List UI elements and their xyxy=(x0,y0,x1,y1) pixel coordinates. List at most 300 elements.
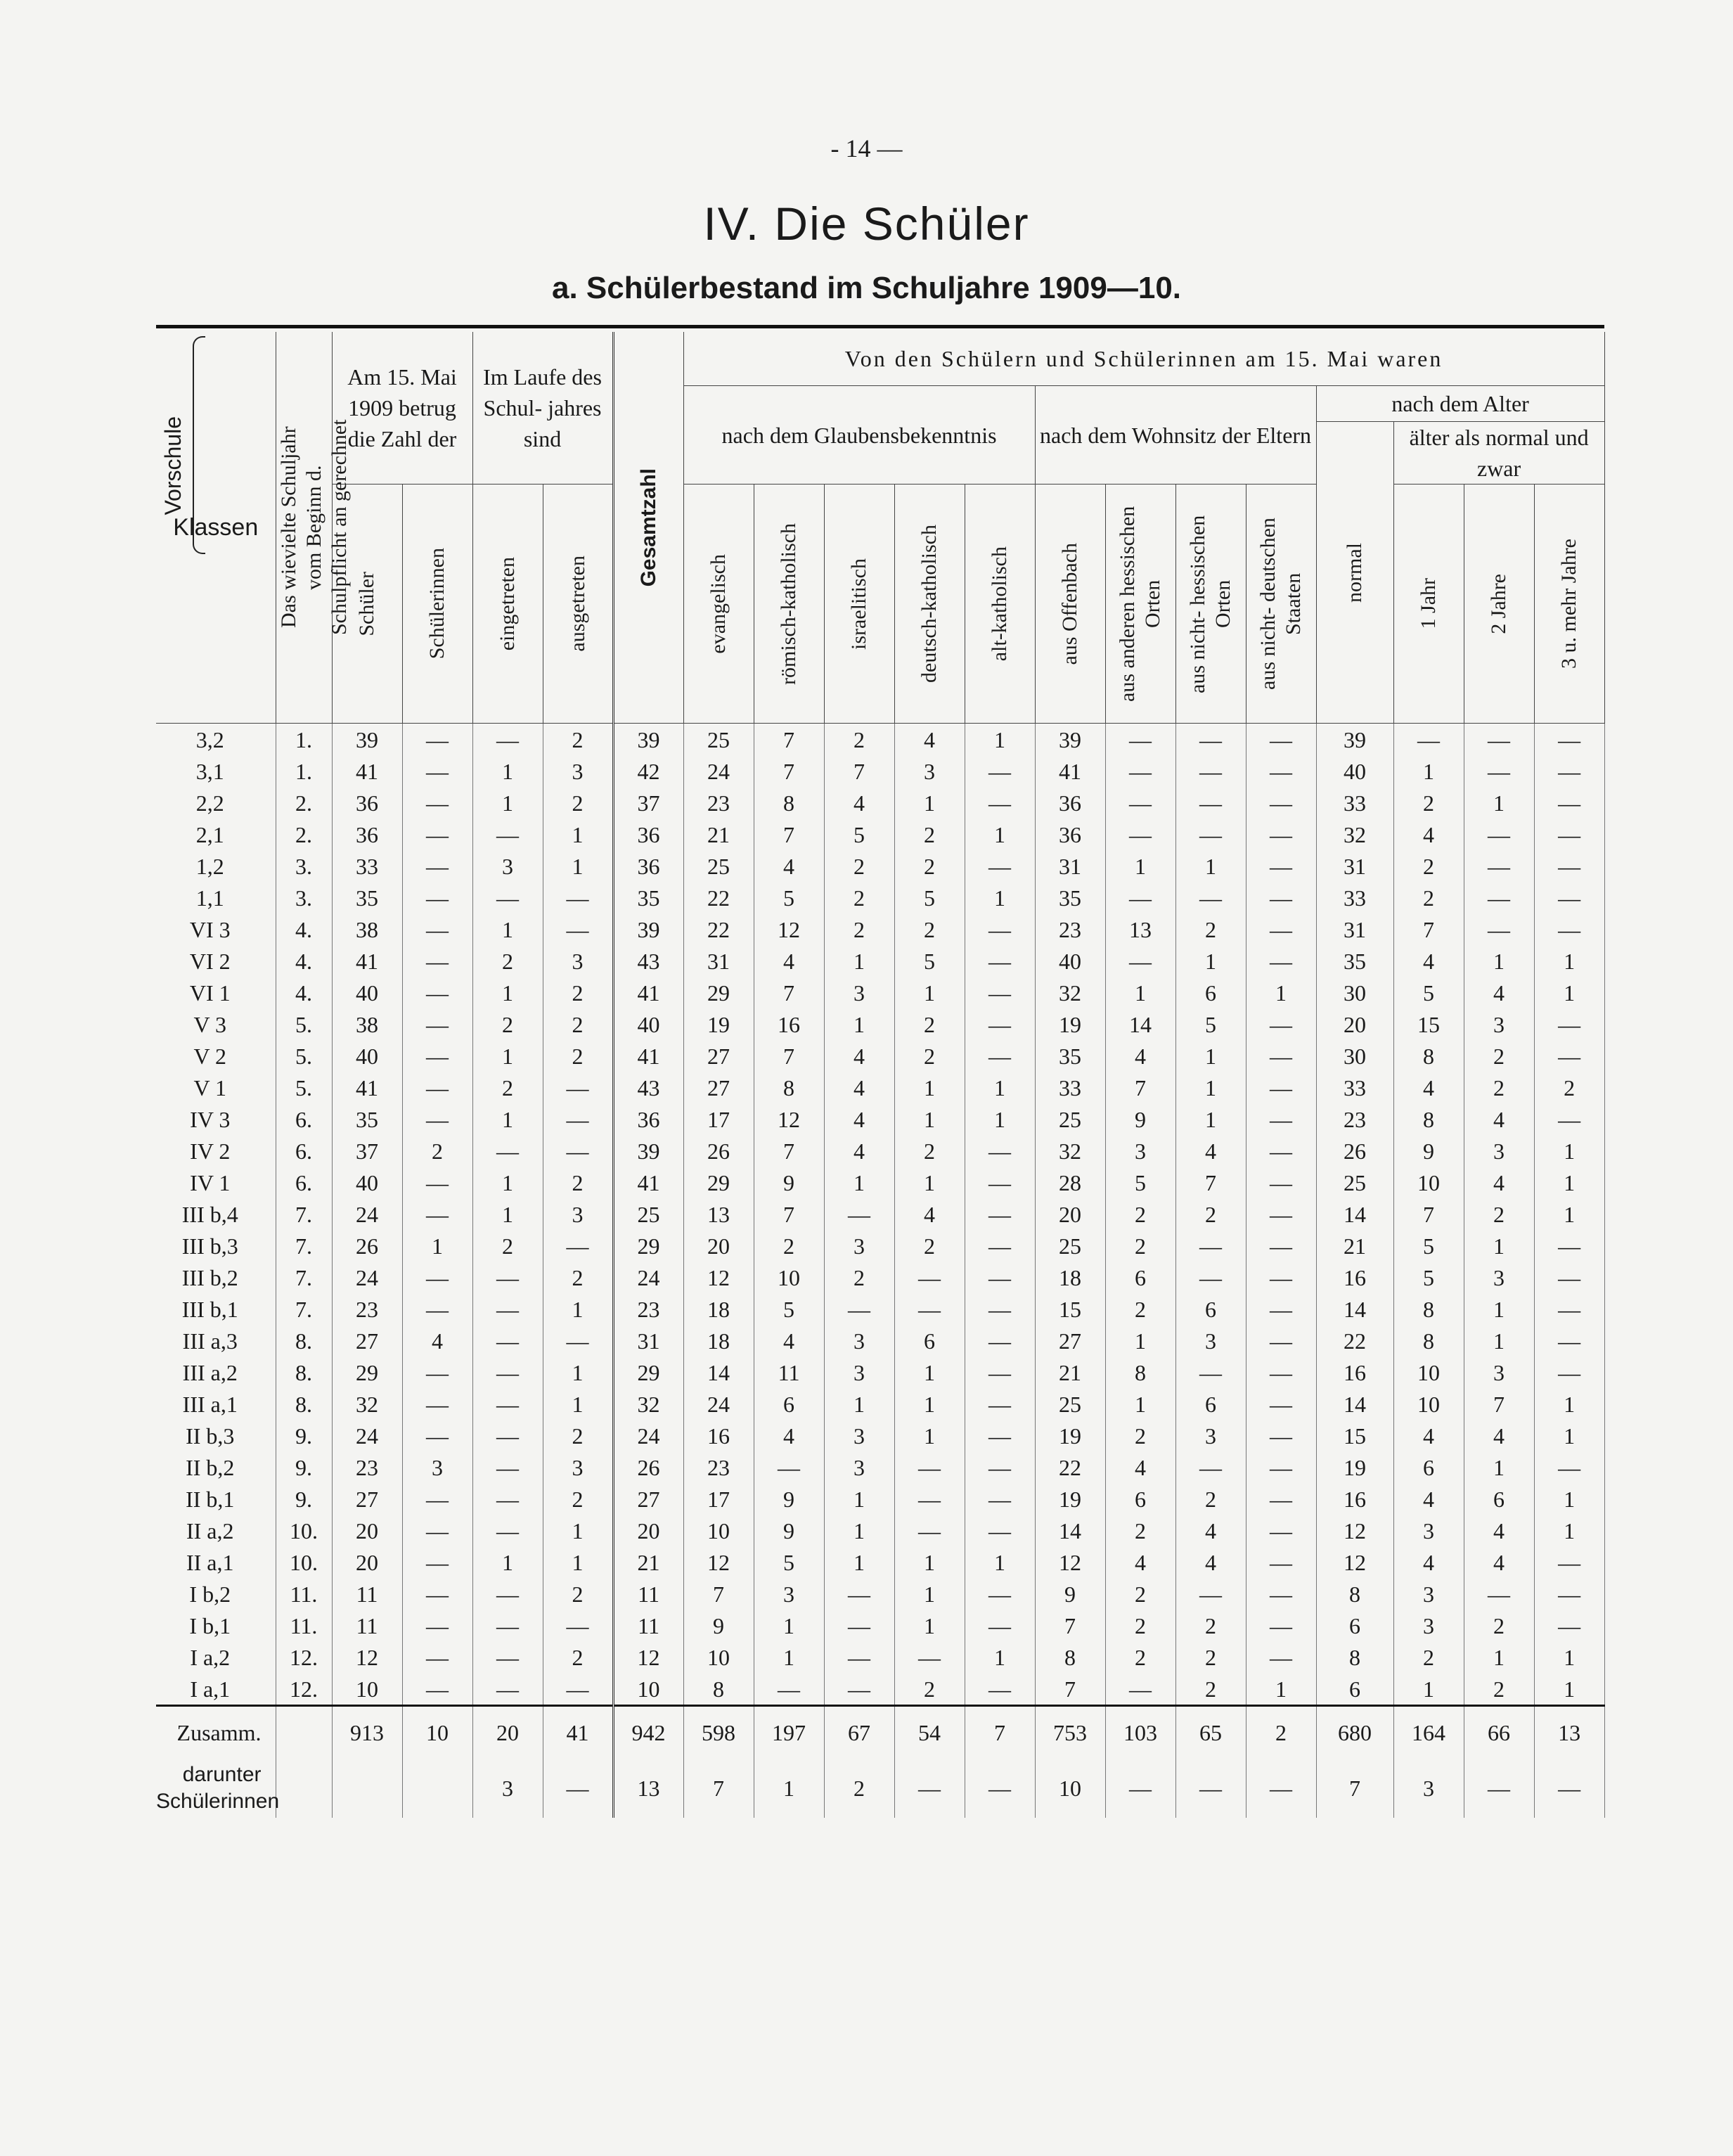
table-cell: 54 xyxy=(894,1706,965,1759)
table-row xyxy=(156,755,1604,787)
table-cell: — xyxy=(1246,1230,1316,1262)
header-roemisch: römisch-katholisch xyxy=(754,485,824,724)
table-cell: 37 xyxy=(613,787,683,819)
table-cell: — xyxy=(894,1262,965,1293)
table-cell: — xyxy=(1246,1103,1316,1135)
table-cell: 25 xyxy=(1035,1103,1105,1135)
table-cell: 2 xyxy=(543,1167,613,1198)
table-cell: 10 xyxy=(1393,1167,1464,1198)
table-cell: 2 xyxy=(472,1072,543,1103)
table-cell: 1 xyxy=(965,1103,1035,1135)
table-cell: 3 xyxy=(402,1451,472,1483)
table-cell: 9 xyxy=(754,1515,824,1546)
table-cell: — xyxy=(1246,787,1316,819)
table-cell: 41 xyxy=(332,755,402,787)
table-cell: 7. xyxy=(276,1230,332,1262)
table-cell: 913 xyxy=(332,1706,402,1759)
table-cell: 26 xyxy=(1316,1135,1393,1167)
header-evangelisch: evangelisch xyxy=(683,485,754,724)
table-cell: 2 xyxy=(402,1135,472,1167)
table-cell: 942 xyxy=(613,1706,683,1759)
table-cell: 9 xyxy=(683,1610,754,1641)
table-cell: — xyxy=(402,977,472,1008)
table-cell: — xyxy=(1246,1262,1316,1293)
table-cell: 40 xyxy=(332,1167,402,1198)
table-cell: 3 xyxy=(754,1578,824,1610)
table-cell: — xyxy=(965,1293,1035,1325)
table-cell: — xyxy=(402,1103,472,1135)
table-cell: — xyxy=(402,1578,472,1610)
table-cell: — xyxy=(472,1293,543,1325)
table-cell: 9 xyxy=(754,1167,824,1198)
table-cell: 37 xyxy=(332,1135,402,1167)
table-cell: — xyxy=(1246,1610,1316,1641)
table-cell: — xyxy=(824,1673,894,1706)
table-cell: — xyxy=(402,1198,472,1230)
header-imlaufe: Im Laufe des Schul- jahres sind xyxy=(472,332,613,485)
table-cell: IV 1 xyxy=(156,1167,276,1198)
table-cell: 11 xyxy=(613,1610,683,1641)
table-cell: 15 xyxy=(1035,1293,1105,1325)
table-cell: — xyxy=(1246,1759,1316,1818)
table-cell: — xyxy=(1464,819,1534,850)
table-cell: — xyxy=(965,1262,1035,1293)
table-cell: — xyxy=(402,882,472,913)
table-cell: — xyxy=(472,1483,543,1515)
table-cell: 12. xyxy=(276,1641,332,1673)
table-cell: 23 xyxy=(332,1451,402,1483)
table-cell: — xyxy=(824,1293,894,1325)
table-cell: — xyxy=(402,945,472,977)
table-cell: 3,2 Vorschule xyxy=(156,724,276,756)
table-cell: 2 xyxy=(824,913,894,945)
table-row xyxy=(156,1578,1604,1610)
table-cell: 2 xyxy=(1105,1420,1175,1451)
table-cell: 2,2 xyxy=(156,787,276,819)
table-cell: 36 xyxy=(613,1103,683,1135)
table-cell: 1 xyxy=(472,1103,543,1135)
table-row xyxy=(156,1420,1604,1451)
table-cell: 1 xyxy=(1464,945,1534,977)
table-cell: 27 xyxy=(613,1483,683,1515)
table-cell: — xyxy=(1534,1230,1604,1262)
darunter-label xyxy=(156,1759,280,1818)
table-cell: 31 xyxy=(613,1325,683,1356)
table-cell: 4 xyxy=(1464,1420,1534,1451)
table-cell: 32 xyxy=(1035,1135,1105,1167)
table-cell: V 2 xyxy=(156,1040,276,1072)
table-cell: 8 xyxy=(1393,1040,1464,1072)
table-cell: 39 xyxy=(332,724,402,756)
table-cell: 1 xyxy=(1464,1230,1534,1262)
table-cell: 2 xyxy=(1105,1641,1175,1673)
table-cell: — xyxy=(965,1135,1035,1167)
table-row xyxy=(156,977,1604,1008)
table-cell: 12 xyxy=(754,1103,824,1135)
table-cell: 1 xyxy=(1534,1135,1604,1167)
table-cell: 8. xyxy=(276,1356,332,1388)
table-cell: 1 xyxy=(965,1641,1035,1673)
table-cell: 3 xyxy=(1464,1356,1534,1388)
table-cell: 1 xyxy=(894,1167,965,1198)
table-cell: 1 xyxy=(472,977,543,1008)
header-aelter: älter als normal und zwar xyxy=(1393,422,1604,485)
table-cell: 6 xyxy=(1464,1483,1534,1515)
table-cell: — xyxy=(1246,1578,1316,1610)
header-schuljahr: Das wievielte Schuljahr vom Beginn d. Schulpflicht an gerechnet xyxy=(276,332,332,724)
table-row xyxy=(156,850,1604,882)
table-cell: 12. xyxy=(276,1673,332,1706)
table-cell: 1 xyxy=(894,977,965,1008)
header-offenbach: aus Offenbach xyxy=(1035,485,1105,724)
table-cell: 2 xyxy=(824,850,894,882)
table-cell: — xyxy=(543,1325,613,1356)
table-row xyxy=(156,1008,1604,1040)
table-cell: 9 xyxy=(1393,1135,1464,1167)
table-cell: — xyxy=(1246,1135,1316,1167)
table-cell: 7 xyxy=(1393,913,1464,945)
table-cell xyxy=(276,1759,332,1818)
table-cell: 1 xyxy=(1464,787,1534,819)
table-cell: 1 xyxy=(965,1546,1035,1578)
table-cell: — xyxy=(1534,913,1604,945)
table-cell: — xyxy=(754,1673,824,1706)
table-cell: 40 xyxy=(332,977,402,1008)
table-cell: 6 xyxy=(1316,1610,1393,1641)
table-cell: 32 xyxy=(332,1388,402,1420)
table-cell: 3 xyxy=(824,1230,894,1262)
table-cell: 35 xyxy=(1035,1040,1105,1072)
table-cell: — xyxy=(824,1610,894,1641)
section-subtitle: a. Schülerbestand im Schuljahre 1909—10. xyxy=(551,271,1182,305)
table-cell: 19 xyxy=(1035,1483,1105,1515)
table-cell: 1 xyxy=(1534,1198,1604,1230)
table-row xyxy=(156,1103,1604,1135)
table-cell: 2 xyxy=(1175,1610,1246,1641)
table-cell: — xyxy=(965,1420,1035,1451)
table-row xyxy=(156,1546,1604,1578)
darunter-text: darunter xyxy=(182,1763,262,1786)
table-cell xyxy=(332,1759,402,1818)
table-cell: 1 xyxy=(543,850,613,882)
table-cell: 3 xyxy=(543,755,613,787)
table-cell: — xyxy=(894,1641,965,1673)
header-wohnsitz: nach dem Wohnsitz der Eltern xyxy=(1035,386,1316,485)
table-cell: — xyxy=(965,913,1035,945)
table-cell: — xyxy=(472,1356,543,1388)
table-cell: 1 xyxy=(894,1610,965,1641)
table-cell: 1,2 xyxy=(156,850,276,882)
table-cell: — xyxy=(1105,724,1175,756)
table-cell: — xyxy=(965,850,1035,882)
table-row xyxy=(156,882,1604,913)
table-cell: — xyxy=(402,1293,472,1325)
table-cell: 2 xyxy=(543,787,613,819)
table-cell: — xyxy=(894,1451,965,1483)
table-cell: — xyxy=(1246,882,1316,913)
table-cell: 8 xyxy=(1393,1103,1464,1135)
table-cell: VI 3 xyxy=(156,913,276,945)
table-cell: 21 xyxy=(613,1546,683,1578)
table-cell: 1 xyxy=(894,1356,965,1388)
table-cell: 22 xyxy=(1035,1451,1105,1483)
table-cell: — xyxy=(402,819,472,850)
table-cell: 7 xyxy=(824,755,894,787)
table-cell: — xyxy=(402,1420,472,1451)
table-cell: — xyxy=(965,1040,1035,1072)
table-row xyxy=(156,1072,1604,1103)
table-cell: — xyxy=(965,1483,1035,1515)
table-cell: 2 xyxy=(754,1230,824,1262)
table-cell: — xyxy=(1464,755,1534,787)
table-cell: — xyxy=(402,1515,472,1546)
table-cell: — xyxy=(965,945,1035,977)
table-cell: 18 xyxy=(1035,1262,1105,1293)
table-cell: IV 2 xyxy=(156,1135,276,1167)
table-cell: — xyxy=(472,1262,543,1293)
header-am15: Am 15. Mai 1909 betrug die Zahl der xyxy=(332,332,472,485)
table-cell: 2,1 xyxy=(156,819,276,850)
table-cell: 6 xyxy=(1105,1483,1175,1515)
table-cell: — xyxy=(1464,882,1534,913)
table-cell: 67 xyxy=(824,1706,894,1759)
table-cell: 10 xyxy=(402,1706,472,1759)
table-cell: — xyxy=(543,1759,613,1818)
table-cell: 12 xyxy=(613,1641,683,1673)
table-cell: 2 xyxy=(543,1483,613,1515)
table-cell: — xyxy=(1246,1420,1316,1451)
pupil-statistics-table xyxy=(156,332,1605,1818)
table-cell: 41 xyxy=(332,945,402,977)
table-cell: — xyxy=(402,850,472,882)
table-cell: 2. xyxy=(276,819,332,850)
table-cell: 4 xyxy=(1393,1420,1464,1451)
table-cell: 4 xyxy=(754,945,824,977)
table-cell: 27 xyxy=(332,1483,402,1515)
table-cell: 1 xyxy=(1105,1388,1175,1420)
table-cell: 31 xyxy=(1316,913,1393,945)
table-cell: — xyxy=(965,1515,1035,1546)
table-cell: I a,2 xyxy=(156,1641,276,1673)
table-cell: 26 xyxy=(613,1451,683,1483)
table-cell: 1 xyxy=(1534,1388,1604,1420)
table-cell: — xyxy=(965,787,1035,819)
table-cell: 29 xyxy=(683,977,754,1008)
table-cell: 35 xyxy=(1035,882,1105,913)
table-cell: 8 xyxy=(683,1673,754,1706)
table-cell: — xyxy=(1464,913,1534,945)
table-cell: 39 xyxy=(1035,724,1105,756)
table-cell: 680 xyxy=(1316,1706,1393,1759)
table-cell: — xyxy=(1246,850,1316,882)
table-cell: 30 xyxy=(1316,977,1393,1008)
table-cell: — xyxy=(1246,724,1316,756)
table-cell: 13 xyxy=(613,1759,683,1818)
table-cell: II b,3 xyxy=(156,1420,276,1451)
table-cell: 1 xyxy=(1534,1483,1604,1515)
table-cell: III a,3 xyxy=(156,1325,276,1356)
table-cell: 2 xyxy=(894,1040,965,1072)
table-cell: 41 xyxy=(613,1040,683,1072)
table-cell: 11 xyxy=(754,1356,824,1388)
table-cell: 3 xyxy=(1175,1325,1246,1356)
table-cell: 1 xyxy=(1464,1325,1534,1356)
table-cell: 31 xyxy=(1316,850,1393,882)
table-cell: 2 xyxy=(1105,1610,1175,1641)
table-cell: 8 xyxy=(1316,1641,1393,1673)
table-cell: 7 xyxy=(1393,1198,1464,1230)
table-cell: 9 xyxy=(754,1483,824,1515)
table-cell: 1 xyxy=(472,1167,543,1198)
table-cell: 4 xyxy=(1393,1546,1464,1578)
table-cell: 21 xyxy=(1316,1230,1393,1262)
table-cell: — xyxy=(1105,819,1175,850)
table-cell: 25 xyxy=(1035,1230,1105,1262)
table-cell: — xyxy=(1534,1451,1604,1483)
table-cell: 16 xyxy=(754,1008,824,1040)
table-cell: 2 xyxy=(543,1040,613,1072)
table-cell: 23 xyxy=(683,1451,754,1483)
table-cell: 5 xyxy=(824,819,894,850)
table-cell: 1 xyxy=(1534,945,1604,977)
table-cell: 4. xyxy=(276,945,332,977)
table-cell: 4 xyxy=(824,1040,894,1072)
table-cell: — xyxy=(1246,1483,1316,1515)
table-cell: Zusamm. xyxy=(156,1706,276,1759)
table-cell: — xyxy=(1175,1230,1246,1262)
table-cell: — xyxy=(1246,1515,1316,1546)
table-cell: 2 xyxy=(1393,850,1464,882)
table-cell: 23 xyxy=(1316,1103,1393,1135)
table-cell: 164 xyxy=(1393,1706,1464,1759)
table-cell: 24 xyxy=(613,1420,683,1451)
table-cell: 4 xyxy=(754,850,824,882)
table-cell: II a,2 xyxy=(156,1515,276,1546)
table-cell: 9. xyxy=(276,1483,332,1515)
table-cell: 10. xyxy=(276,1546,332,1578)
table-cell: — xyxy=(1246,1451,1316,1483)
table-cell: 1 xyxy=(1175,1072,1246,1103)
table-cell: 4 xyxy=(1393,945,1464,977)
table-cell: 12 xyxy=(683,1546,754,1578)
table-cell: — xyxy=(1175,1759,1246,1818)
table-cell: 36 xyxy=(613,819,683,850)
table-cell: 19 xyxy=(1035,1008,1105,1040)
table-cell: 21 xyxy=(1035,1356,1105,1388)
table-cell: 2 xyxy=(824,1759,894,1818)
table-cell: 2 xyxy=(543,1262,613,1293)
table-cell: 2 xyxy=(1464,1198,1534,1230)
table-cell: 10 xyxy=(1035,1759,1105,1818)
table-cell: 753 xyxy=(1035,1706,1105,1759)
table-cell: 10 xyxy=(1393,1388,1464,1420)
table-cell: 5 xyxy=(894,945,965,977)
table-cell: — xyxy=(1534,787,1604,819)
table-cell: 2 xyxy=(1464,1040,1534,1072)
table-cell: — xyxy=(472,1673,543,1706)
table-cell: 3 xyxy=(543,1198,613,1230)
table-cell: — xyxy=(402,1072,472,1103)
table-cell: — xyxy=(1246,1293,1316,1325)
table-cell: — xyxy=(1246,1356,1316,1388)
table-cell: — xyxy=(402,1167,472,1198)
table-row xyxy=(156,1356,1604,1388)
table-cell: 1 xyxy=(1246,977,1316,1008)
table-cell: 1 xyxy=(1393,1673,1464,1706)
table-cell: 3 xyxy=(824,1325,894,1356)
table-cell: 9 xyxy=(1105,1103,1175,1135)
table-cell: 1 xyxy=(824,1483,894,1515)
table-cell: 2 xyxy=(894,1135,965,1167)
table-cell: 1 xyxy=(754,1610,824,1641)
table-cell: 9. xyxy=(276,1451,332,1483)
table-cell: 3 xyxy=(894,755,965,787)
table-cell: 41 xyxy=(613,1167,683,1198)
table-cell: — xyxy=(1534,1008,1604,1040)
table-cell: 4 xyxy=(894,1198,965,1230)
table-cell: 29 xyxy=(683,1167,754,1198)
table-cell: 7. xyxy=(276,1198,332,1230)
table-cell: — xyxy=(472,882,543,913)
table-cell: 5 xyxy=(1393,977,1464,1008)
table-cell: 1 xyxy=(824,1008,894,1040)
table-cell: — xyxy=(1105,1759,1175,1818)
table-cell: 1 xyxy=(824,1167,894,1198)
table-cell: 33 xyxy=(1316,787,1393,819)
table-cell: 3 xyxy=(824,977,894,1008)
table-cell: 2 xyxy=(894,1008,965,1040)
table-cell: 5 xyxy=(1175,1008,1246,1040)
table-cell: 26 xyxy=(332,1230,402,1262)
table-cell: 6 xyxy=(1393,1451,1464,1483)
table-cell: 14 xyxy=(1316,1293,1393,1325)
table-cell: 4 xyxy=(1464,1546,1534,1578)
table-cell: 2 xyxy=(894,1230,965,1262)
table-cell: 3 xyxy=(472,850,543,882)
table-cell: 2 xyxy=(1534,1072,1604,1103)
table-cell: 3 xyxy=(1175,1420,1246,1451)
table-cell: 3 xyxy=(1464,1135,1534,1167)
table-cell: — xyxy=(894,1759,965,1818)
table-cell: 1 xyxy=(1464,1293,1534,1325)
table-cell: 2 xyxy=(543,1420,613,1451)
table-row xyxy=(156,1483,1604,1515)
table-cell: 15 xyxy=(1393,1008,1464,1040)
table-cell: — xyxy=(1105,1673,1175,1706)
table-cell: — xyxy=(965,1673,1035,1706)
table-cell: — xyxy=(1175,819,1246,850)
table-cell: 6 xyxy=(894,1325,965,1356)
table-cell: — xyxy=(543,1230,613,1262)
table-cell: 22 xyxy=(683,882,754,913)
table-cell: 11 xyxy=(332,1578,402,1610)
header-3jahre: 3 u. mehr Jahre xyxy=(1534,485,1604,724)
table-row xyxy=(156,819,1604,850)
table-cell: 22 xyxy=(683,913,754,945)
table-cell: 2 xyxy=(1464,1072,1534,1103)
table-cell: 26 xyxy=(683,1135,754,1167)
table-cell: 3 xyxy=(1393,1578,1464,1610)
table-cell: 20 xyxy=(472,1706,543,1759)
table-cell: 2 xyxy=(1105,1515,1175,1546)
table-cell xyxy=(276,1706,332,1759)
table-cell: 2 xyxy=(1393,882,1464,913)
table-cell: — xyxy=(965,1198,1035,1230)
table-cell: I b,1 xyxy=(156,1610,276,1641)
table-row xyxy=(156,787,1604,819)
table-cell: 14 xyxy=(683,1356,754,1388)
table-row xyxy=(156,1198,1604,1230)
